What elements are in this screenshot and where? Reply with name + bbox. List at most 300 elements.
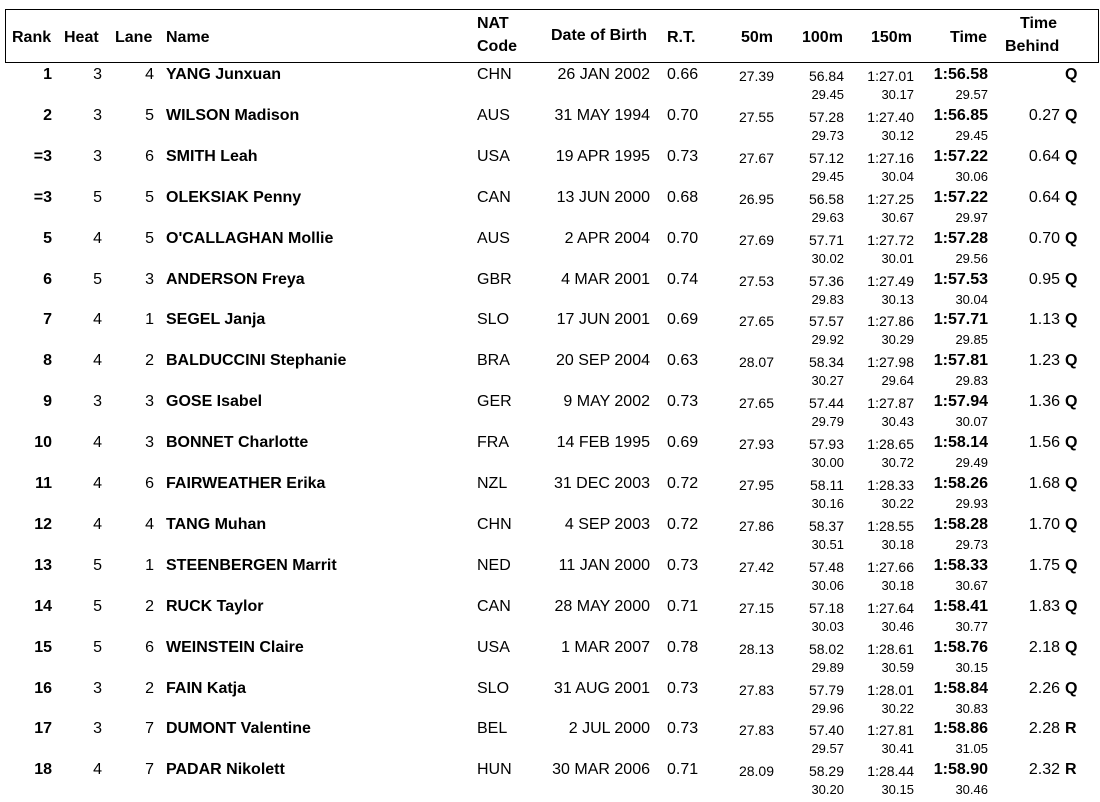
split-interval-150m: 30.22 bbox=[881, 496, 914, 511]
nat-code: NED bbox=[477, 556, 511, 574]
nat-code: BEL bbox=[477, 720, 508, 738]
time-behind: 2.28 bbox=[1028, 720, 1060, 738]
rank-cell: 14 bbox=[34, 597, 52, 615]
split-interval-100m: 29.45 bbox=[811, 87, 844, 102]
header-behind: Behind bbox=[1005, 38, 1060, 55]
rank-cell: 16 bbox=[34, 679, 52, 697]
split-interval-final: 29.93 bbox=[955, 496, 988, 511]
nat-code: BRA bbox=[477, 352, 510, 370]
split-50m: 27.69 bbox=[738, 231, 774, 248]
heat-cell: 4 bbox=[93, 352, 102, 370]
split-interval-150m: 30.17 bbox=[881, 87, 914, 102]
split-100m: 56.58 bbox=[808, 190, 844, 207]
swimmer-name: OLEKSIAK Penny bbox=[166, 188, 302, 206]
split-100m: 57.57 bbox=[808, 313, 844, 330]
split-100m: 57.79 bbox=[808, 681, 844, 698]
heat-cell: 5 bbox=[93, 638, 102, 656]
lane-cell: 3 bbox=[145, 270, 154, 288]
split-100m: 58.29 bbox=[808, 763, 844, 780]
nat-code: SLO bbox=[477, 311, 510, 329]
lane-cell: 7 bbox=[145, 761, 154, 779]
split-interval-final: 30.07 bbox=[955, 414, 988, 430]
nat-code: USA bbox=[477, 638, 510, 656]
final-time: 1:58.28 bbox=[933, 515, 988, 533]
final-time: 1:57.53 bbox=[933, 270, 988, 288]
split-interval-150m: 30.01 bbox=[881, 250, 914, 266]
qualifier-mark: Q bbox=[1065, 679, 1078, 697]
split-interval-100m: 30.06 bbox=[811, 577, 844, 593]
split-150m: 1:27.98 bbox=[867, 354, 914, 371]
time-behind: 1.70 bbox=[1028, 515, 1060, 533]
heat-cell: 5 bbox=[93, 270, 102, 288]
table-row bbox=[0, 352, 1100, 393]
heat-cell: 4 bbox=[93, 515, 102, 533]
split-interval-150m: 30.72 bbox=[881, 455, 914, 471]
lane-cell: 6 bbox=[145, 638, 154, 656]
split-interval-150m: 30.67 bbox=[881, 209, 914, 225]
split-interval-150m: 30.22 bbox=[881, 700, 914, 716]
split-interval-final: 29.83 bbox=[955, 373, 988, 389]
split-interval-final: 29.73 bbox=[955, 536, 988, 552]
split-interval-final: 29.45 bbox=[955, 127, 988, 143]
heat-cell: 4 bbox=[93, 311, 102, 329]
date-of-birth: 4 SEP 2003 bbox=[564, 515, 650, 533]
time-behind: 1.68 bbox=[1028, 475, 1060, 492]
date-of-birth: 19 APR 1995 bbox=[555, 147, 650, 165]
table-row bbox=[0, 680, 1100, 721]
split-150m: 1:28.01 bbox=[867, 681, 914, 698]
nat-code: CHN bbox=[477, 66, 512, 83]
qualifier-mark: Q bbox=[1065, 66, 1078, 83]
split-interval-100m: 29.63 bbox=[811, 209, 844, 225]
lane-cell: 3 bbox=[145, 434, 154, 452]
split-50m: 27.42 bbox=[738, 558, 774, 575]
header-heat: Heat bbox=[64, 29, 99, 46]
qualifier-mark: Q bbox=[1065, 229, 1078, 247]
table-row bbox=[0, 66, 1100, 107]
qualifier-mark: Q bbox=[1065, 556, 1078, 574]
heat-cell: 3 bbox=[93, 720, 102, 738]
split-interval-100m: 29.57 bbox=[811, 741, 844, 757]
split-50m: 28.07 bbox=[738, 354, 774, 371]
header-50m: 50m bbox=[741, 29, 774, 46]
split-50m: 27.39 bbox=[738, 68, 774, 84]
header-rt: R.T. bbox=[667, 29, 696, 46]
date-of-birth: 14 FEB 1995 bbox=[556, 434, 650, 452]
final-time: 1:57.22 bbox=[933, 188, 988, 206]
qualifier-mark: Q bbox=[1065, 393, 1078, 411]
split-interval-final: 31.05 bbox=[955, 741, 988, 757]
date-of-birth: 2 JUL 2000 bbox=[568, 720, 650, 738]
split-100m: 58.11 bbox=[810, 477, 844, 493]
split-100m: 57.18 bbox=[808, 599, 844, 616]
rank-cell: 5 bbox=[43, 229, 52, 247]
lane-cell: 5 bbox=[145, 106, 154, 124]
heat-cell: 3 bbox=[93, 66, 102, 83]
split-150m: 1:27.01 bbox=[867, 68, 914, 84]
split-150m: 1:28.33 bbox=[867, 477, 914, 493]
split-interval-150m: 29.64 bbox=[881, 373, 914, 389]
rank-cell: 15 bbox=[34, 638, 52, 656]
split-50m: 27.83 bbox=[738, 722, 774, 739]
reaction-time: 0.66 bbox=[667, 66, 699, 83]
time-behind: 1.36 bbox=[1028, 393, 1060, 411]
heat-cell: 5 bbox=[93, 188, 102, 206]
header-name: Name bbox=[166, 29, 210, 46]
split-150m: 1:27.40 bbox=[867, 108, 914, 125]
split-100m: 57.44 bbox=[808, 395, 844, 412]
date-of-birth: 31 DEC 2003 bbox=[553, 475, 650, 492]
split-100m: 57.48 bbox=[808, 558, 844, 575]
split-interval-150m: 30.43 bbox=[881, 414, 914, 430]
split-interval-100m: 29.79 bbox=[811, 414, 844, 430]
split-interval-final: 30.83 bbox=[955, 700, 988, 716]
lane-cell: 5 bbox=[145, 229, 154, 247]
time-behind: 1.75 bbox=[1028, 556, 1060, 574]
split-100m: 57.71 bbox=[808, 231, 844, 248]
rank-cell: 10 bbox=[34, 434, 52, 452]
qualifier-mark: Q bbox=[1065, 515, 1078, 533]
split-interval-final: 30.77 bbox=[955, 618, 988, 634]
split-50m: 27.15 bbox=[738, 599, 774, 616]
swimmer-name: BALDUCCINI Stephanie bbox=[166, 352, 347, 370]
date-of-birth: 9 MAY 2002 bbox=[563, 393, 650, 411]
swimmer-name: FAIRWEATHER Erika bbox=[166, 475, 326, 492]
heat-cell: 3 bbox=[93, 393, 102, 411]
reaction-time: 0.63 bbox=[667, 352, 699, 370]
nat-code: USA bbox=[477, 147, 510, 165]
rank-cell: 9 bbox=[43, 393, 52, 411]
table-row bbox=[0, 761, 1100, 802]
split-150m: 1:27.16 bbox=[867, 149, 914, 166]
reaction-time: 0.68 bbox=[667, 188, 699, 206]
split-interval-150m: 30.41 bbox=[881, 741, 914, 757]
final-time: 1:57.94 bbox=[933, 393, 988, 411]
table-row bbox=[0, 720, 1100, 761]
reaction-time: 0.73 bbox=[667, 393, 699, 411]
time-behind: 0.27 bbox=[1028, 106, 1060, 124]
final-time: 1:58.90 bbox=[933, 761, 988, 779]
final-time: 1:58.33 bbox=[933, 556, 988, 574]
swimmer-name: YANG Junxuan bbox=[166, 66, 281, 83]
split-interval-100m: 30.27 bbox=[811, 373, 844, 389]
split-interval-100m: 29.83 bbox=[811, 291, 844, 307]
reaction-time: 0.73 bbox=[667, 679, 699, 697]
split-100m: 57.93 bbox=[808, 436, 844, 453]
rank-cell: 18 bbox=[34, 761, 52, 779]
nat-code: SLO bbox=[477, 679, 510, 697]
swimmer-name: SMITH Leah bbox=[166, 147, 258, 165]
time-behind: 0.95 bbox=[1028, 270, 1060, 288]
table-row bbox=[0, 639, 1100, 680]
split-50m: 27.83 bbox=[738, 681, 774, 698]
lane-cell: 3 bbox=[145, 393, 154, 411]
nat-code: FRA bbox=[477, 434, 509, 452]
table-row bbox=[0, 598, 1100, 639]
split-100m: 56.84 bbox=[808, 68, 844, 84]
split-100m: 57.36 bbox=[808, 272, 844, 289]
split-interval-150m: 30.04 bbox=[881, 168, 914, 184]
final-time: 1:58.26 bbox=[933, 475, 988, 492]
header-time: Time bbox=[950, 29, 988, 46]
final-time: 1:58.84 bbox=[933, 679, 988, 697]
header-nat-code: Code bbox=[477, 38, 517, 55]
qualifier-mark: Q bbox=[1065, 188, 1078, 206]
nat-code: CHN bbox=[477, 515, 512, 533]
final-time: 1:58.86 bbox=[933, 720, 988, 738]
swimmer-name: FAIN Katja bbox=[166, 679, 247, 697]
table-row bbox=[0, 148, 1100, 189]
lane-cell: 2 bbox=[145, 352, 154, 370]
split-100m: 57.28 bbox=[808, 108, 844, 125]
swimmer-name: TANG Muhan bbox=[166, 515, 267, 533]
final-time: 1:58.76 bbox=[933, 638, 988, 656]
rank-cell: =3 bbox=[33, 147, 52, 165]
time-behind: 0.70 bbox=[1028, 229, 1060, 247]
heat-cell: 4 bbox=[93, 434, 102, 452]
reaction-time: 0.71 bbox=[667, 761, 699, 779]
split-interval-final: 30.46 bbox=[955, 782, 988, 798]
time-behind: 2.26 bbox=[1028, 679, 1060, 697]
split-interval-100m: 30.02 bbox=[811, 250, 844, 266]
nat-code: CAN bbox=[477, 188, 511, 206]
qualifier-mark: Q bbox=[1065, 597, 1078, 615]
qualifier-mark: Q bbox=[1065, 311, 1078, 329]
split-150m: 1:27.87 bbox=[867, 395, 914, 412]
swimmer-name: STEENBERGEN Marrit bbox=[166, 556, 337, 574]
table-row bbox=[0, 516, 1100, 557]
split-150m: 1:27.64 bbox=[867, 599, 914, 616]
time-behind: 2.18 bbox=[1028, 638, 1060, 656]
split-interval-150m: 30.12 bbox=[881, 127, 914, 143]
split-150m: 1:28.61 bbox=[867, 640, 914, 657]
date-of-birth: 31 AUG 2001 bbox=[553, 679, 650, 697]
final-time: 1:58.14 bbox=[933, 434, 988, 452]
time-behind: 2.32 bbox=[1028, 761, 1060, 779]
date-of-birth: 26 JAN 2002 bbox=[557, 66, 650, 83]
split-interval-150m: 30.15 bbox=[881, 782, 914, 798]
table-row bbox=[0, 434, 1100, 475]
swimmer-name: RUCK Taylor bbox=[166, 597, 264, 615]
heat-cell: 5 bbox=[93, 597, 102, 615]
reaction-time: 0.69 bbox=[667, 434, 699, 452]
lane-cell: 1 bbox=[145, 311, 154, 329]
date-of-birth: 13 JUN 2000 bbox=[556, 188, 650, 206]
final-time: 1:57.71 bbox=[933, 311, 988, 329]
heat-cell: 3 bbox=[93, 106, 102, 124]
date-of-birth: 31 MAY 1994 bbox=[554, 106, 650, 124]
table-row bbox=[0, 189, 1100, 230]
split-interval-100m: 29.96 bbox=[811, 700, 844, 716]
qualifier-mark: R bbox=[1065, 720, 1077, 738]
header-nat: NAT bbox=[477, 15, 509, 32]
split-interval-final: 29.56 bbox=[955, 250, 988, 266]
split-50m: 28.09 bbox=[738, 763, 774, 780]
split-150m: 1:27.72 bbox=[867, 231, 914, 248]
heat-cell: 4 bbox=[93, 761, 102, 779]
lane-cell: 6 bbox=[145, 147, 154, 165]
header-lane: Lane bbox=[115, 29, 153, 46]
qualifier-mark: Q bbox=[1065, 638, 1078, 656]
split-interval-100m: 29.45 bbox=[811, 168, 844, 184]
reaction-time: 0.74 bbox=[667, 270, 699, 288]
header-100m: 100m bbox=[802, 29, 843, 46]
split-50m: 27.65 bbox=[738, 313, 774, 330]
table-row bbox=[0, 271, 1100, 312]
table-row bbox=[0, 557, 1100, 598]
split-interval-100m: 29.92 bbox=[811, 332, 844, 348]
split-50m: 27.55 bbox=[738, 108, 774, 125]
split-100m: 58.37 bbox=[808, 517, 844, 534]
rank-cell: 6 bbox=[43, 270, 52, 288]
qualifier-mark: Q bbox=[1065, 434, 1078, 452]
date-of-birth: 1 MAR 2007 bbox=[561, 638, 650, 656]
split-150m: 1:28.65 bbox=[867, 436, 914, 453]
split-100m: 57.40 bbox=[808, 722, 844, 739]
table-row bbox=[0, 230, 1100, 271]
swimmer-name: PADAR Nikolett bbox=[166, 761, 285, 779]
header-time-behind: Time bbox=[1020, 15, 1058, 32]
nat-code: AUS bbox=[477, 229, 510, 247]
reaction-time: 0.73 bbox=[667, 720, 699, 738]
time-behind: 1.56 bbox=[1028, 434, 1060, 452]
header-dob: Date of Birth bbox=[551, 27, 647, 44]
date-of-birth: 4 MAR 2001 bbox=[561, 270, 650, 288]
qualifier-mark: Q bbox=[1065, 475, 1078, 492]
rank-cell: =3 bbox=[33, 188, 52, 206]
nat-code: AUS bbox=[477, 106, 510, 124]
time-behind: 1.13 bbox=[1028, 311, 1060, 329]
reaction-time: 0.73 bbox=[667, 147, 699, 165]
split-interval-final: 30.06 bbox=[955, 168, 988, 184]
split-interval-100m: 29.73 bbox=[811, 127, 844, 143]
split-150m: 1:27.25 bbox=[867, 190, 914, 207]
swimmer-name: DUMONT Valentine bbox=[166, 720, 311, 738]
split-50m: 27.53 bbox=[738, 272, 774, 289]
swimmer-name: BONNET Charlotte bbox=[166, 434, 309, 452]
split-50m: 27.65 bbox=[738, 395, 774, 412]
reaction-time: 0.70 bbox=[667, 229, 699, 247]
nat-code: CAN bbox=[477, 597, 511, 615]
header-150m: 150m bbox=[871, 29, 912, 46]
rank-cell: 12 bbox=[34, 515, 52, 533]
nat-code: GER bbox=[477, 393, 512, 411]
lane-cell: 2 bbox=[145, 597, 154, 615]
split-50m: 27.67 bbox=[738, 149, 774, 166]
lane-cell: 4 bbox=[145, 66, 154, 83]
date-of-birth: 30 MAR 2006 bbox=[552, 761, 650, 779]
final-time: 1:56.58 bbox=[933, 66, 988, 83]
swimmer-name: WEINSTEIN Claire bbox=[166, 638, 304, 656]
final-time: 1:57.28 bbox=[933, 229, 988, 247]
split-interval-100m: 30.20 bbox=[811, 782, 844, 798]
split-interval-100m: 30.16 bbox=[811, 496, 844, 511]
split-150m: 1:27.49 bbox=[867, 272, 914, 289]
split-50m: 26.95 bbox=[738, 190, 774, 207]
rank-cell: 11 bbox=[35, 475, 52, 492]
split-interval-100m: 30.00 bbox=[811, 455, 844, 471]
heat-cell: 3 bbox=[93, 147, 102, 165]
split-interval-100m: 29.89 bbox=[811, 659, 844, 675]
reaction-time: 0.69 bbox=[667, 311, 699, 329]
rank-cell: 7 bbox=[43, 311, 52, 329]
swimmer-name: O'CALLAGHAN Mollie bbox=[166, 229, 334, 247]
lane-cell: 7 bbox=[145, 720, 154, 738]
split-150m: 1:27.81 bbox=[867, 722, 914, 739]
reaction-time: 0.72 bbox=[667, 475, 699, 492]
table-row bbox=[0, 107, 1100, 148]
qualifier-mark: Q bbox=[1065, 106, 1078, 124]
qualifier-mark: R bbox=[1065, 761, 1077, 779]
final-time: 1:58.41 bbox=[933, 597, 988, 615]
qualifier-mark: Q bbox=[1065, 147, 1078, 165]
split-interval-final: 30.04 bbox=[955, 291, 988, 307]
split-interval-150m: 30.29 bbox=[881, 332, 914, 348]
lane-cell: 6 bbox=[145, 475, 154, 492]
time-behind: 0.64 bbox=[1028, 147, 1060, 165]
split-150m: 1:28.44 bbox=[867, 763, 914, 780]
split-interval-final: 29.49 bbox=[955, 455, 988, 471]
split-150m: 1:28.55 bbox=[867, 517, 914, 534]
split-100m: 58.02 bbox=[808, 640, 844, 657]
lane-cell: 2 bbox=[145, 679, 154, 697]
split-50m: 28.13 bbox=[738, 640, 774, 657]
reaction-time: 0.70 bbox=[667, 106, 699, 124]
reaction-time: 0.73 bbox=[667, 556, 699, 574]
date-of-birth: 20 SEP 2004 bbox=[555, 352, 650, 370]
split-interval-100m: 30.51 bbox=[811, 536, 844, 552]
split-150m: 1:27.66 bbox=[867, 558, 914, 575]
nat-code: GBR bbox=[477, 270, 512, 288]
rank-cell: 2 bbox=[43, 106, 52, 124]
date-of-birth: 28 MAY 2000 bbox=[554, 597, 650, 615]
rank-cell: 17 bbox=[34, 720, 52, 738]
reaction-time: 0.78 bbox=[667, 638, 699, 656]
split-interval-final: 30.67 bbox=[955, 577, 988, 593]
final-time: 1:56.85 bbox=[933, 106, 988, 124]
heat-cell: 4 bbox=[93, 229, 102, 247]
lane-cell: 4 bbox=[145, 515, 154, 533]
split-interval-final: 30.15 bbox=[955, 659, 988, 675]
split-interval-150m: 30.59 bbox=[881, 659, 914, 675]
heat-cell: 3 bbox=[93, 679, 102, 697]
rank-cell: 8 bbox=[43, 352, 52, 370]
split-interval-final: 29.97 bbox=[955, 209, 988, 225]
date-of-birth: 11 JAN 2000 bbox=[558, 556, 650, 574]
heat-cell: 5 bbox=[93, 556, 102, 574]
split-150m: 1:27.86 bbox=[867, 313, 914, 330]
swimmer-name: ANDERSON Freya bbox=[166, 270, 305, 288]
qualifier-mark: Q bbox=[1065, 352, 1078, 370]
split-100m: 57.12 bbox=[808, 149, 844, 166]
table-row bbox=[0, 311, 1100, 352]
final-time: 1:57.81 bbox=[933, 352, 988, 370]
table-row bbox=[0, 393, 1100, 434]
table-row bbox=[0, 475, 1100, 516]
date-of-birth: 2 APR 2004 bbox=[564, 229, 650, 247]
qualifier-mark: Q bbox=[1065, 270, 1078, 288]
split-interval-final: 29.57 bbox=[955, 87, 988, 102]
rank-cell: 1 bbox=[43, 66, 52, 83]
swimmer-name: GOSE Isabel bbox=[166, 393, 263, 411]
split-interval-final: 29.85 bbox=[955, 332, 988, 348]
nat-code: NZL bbox=[477, 475, 508, 492]
swimmer-name: SEGEL Janja bbox=[166, 311, 266, 329]
reaction-time: 0.72 bbox=[667, 515, 699, 533]
header-rank: Rank bbox=[12, 29, 52, 46]
lane-cell: 1 bbox=[145, 556, 154, 574]
split-100m: 58.34 bbox=[808, 354, 844, 371]
